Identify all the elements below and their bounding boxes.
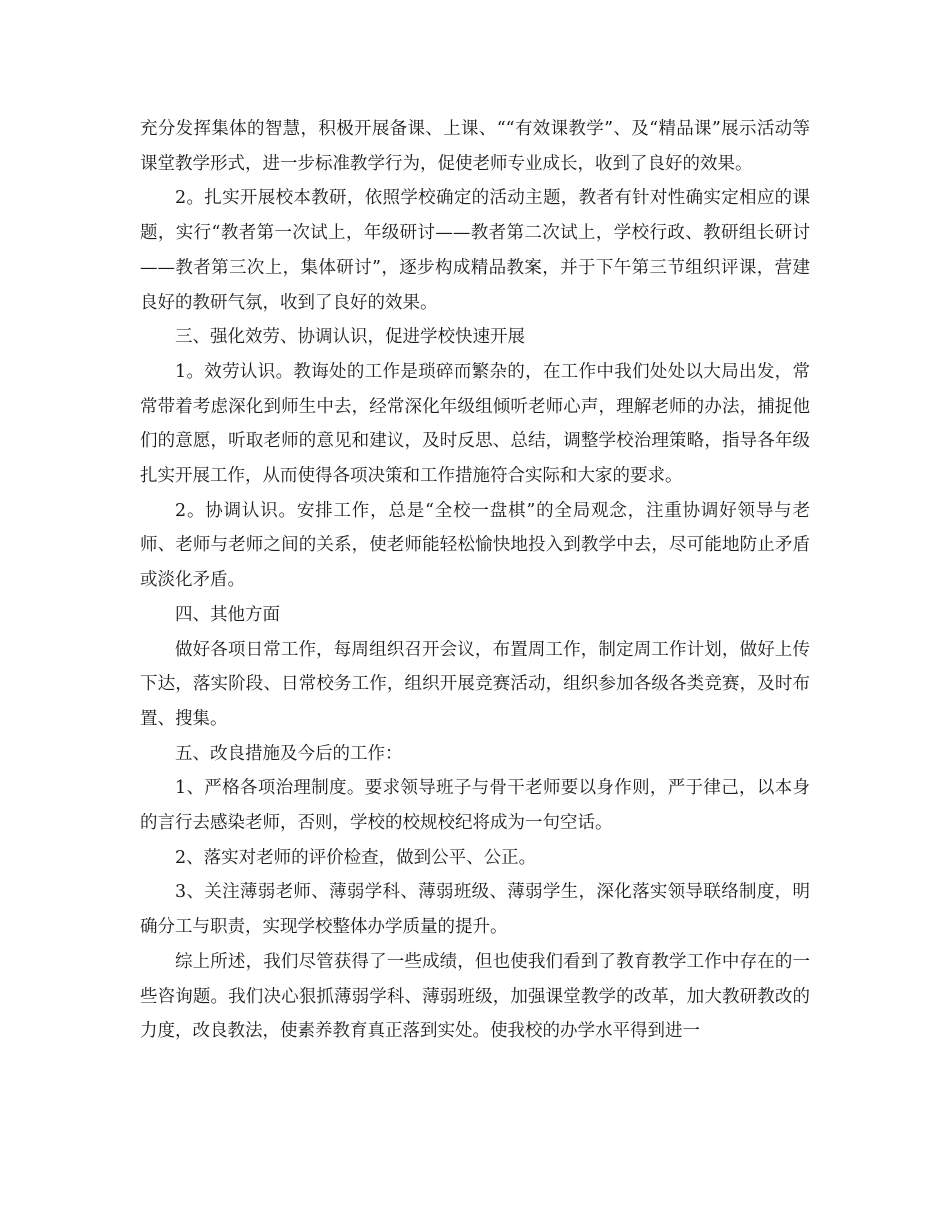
paragraph-4: 1。效劳认识。教诲处的工作是琐碎而繁杂的，在工作中我们处处以大局出发，常常带着考虑深化到师生中去，经常深化年级组倾听老师心声，理解老师的办法，捕捉他们的意愿，听取老师的意见和建议，及时反思、总结，调整学校治理策略，指导各年级扎实开展工作，从而使得各项决策和工作措施符合实际和大家的要求。 [140,361,810,487]
paragraph-12: 综上所述，我们尽管获得了一些成绩，但也使我们看到了教育教学工作中存在的一些咨询题。我们决心狠抓薄弱学科、薄弱班级，加强课堂教学的改革，加大教研教改的力度，改良教法，使素养教育真正落到实处。使我校的办学水平得到进一 [140,951,810,1042]
paragraph-1: 充分发挥集体的智慧，积极开展备课、上课、““有效课教学”、及“精品课”展示活动等课堂教学形式，进一步标准教学行为，促使老师专业成长，收到了良好的效果。 [140,119,810,174]
section-heading-4: 四、其他方面 [175,604,280,625]
paragraph-5: 2。协调认识。安排工作，总是“全校一盘棋”的全局观念，注重协调好领导与老师、老师与老师之间的关系，使老师能轻松愉快地投入到教学中去，尽可能地防止矛盾或淡化矛盾。 [140,500,810,591]
paragraph-11: 3、关注薄弱老师、薄弱学科、薄弱班级、薄弱学生，深化落实领导联络制度，明确分工与职责，实现学校整体办学质量的提升。 [140,882,810,938]
document-page [140,112,810,1049]
section-heading-5: 五、改良措施及今后的工作： [175,743,403,764]
paragraph-10: 2、落实对老师的评价检查，做到公平、公正。 [175,847,537,868]
paragraph-7: 做好各项日常工作，每周组织召开会议，布置周工作，制定周工作计划，做好上传下达，落实阶段、日常校务工作，组织开展竞赛活动，组织参加各级各类竞赛，及时布置、搜集。 [140,639,810,729]
section-heading-3: 三、强化效劳、协调认识，促进学校快速开展 [175,327,525,348]
paragraph-2: 2。扎实开展校本教研，依照学校确定的活动主题，教者有针对性确实定相应的课题，实行“教者第一次试上，年级研讨——教者第二次试上，学校行政、教研组长研讨——教者第三次上，集体研讨”，逐步构成精品教案，并于下午第三节组织评课，营建良好的教研气氛，收到了良好的效果。 [140,188,810,313]
paragraph-9: 1、严格各项治理制度。要求领导班子与骨干老师要以身作则，严于律己，以本身的言行去感染老师，否则，学校的校规校纪将成为一句空话。 [140,778,810,834]
